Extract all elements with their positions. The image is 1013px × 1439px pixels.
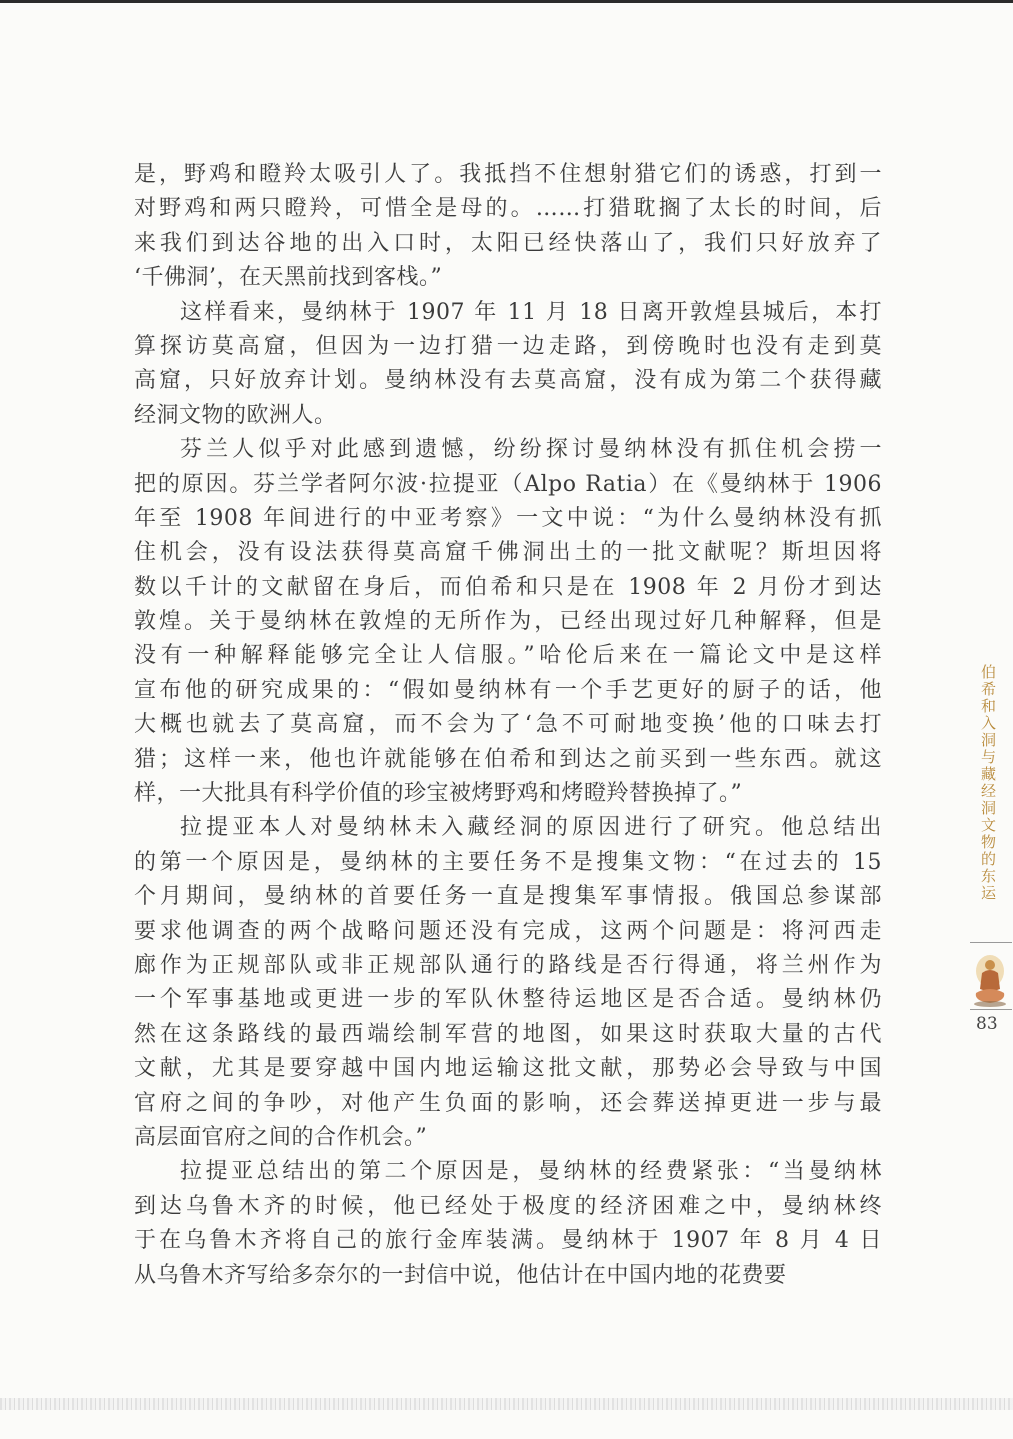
side-divider-top <box>970 942 1012 943</box>
page-number: 83 <box>976 1014 998 1034</box>
text-line: 拉提亚本人对曼纳林未入藏经洞的原因进行了研究。他总结出 <box>180 815 882 841</box>
text-line: 没有一种解释能够完全让人信服。”哈伦后来在一篇论文中是这样 <box>134 643 882 669</box>
side-divider-bottom <box>970 1009 1012 1010</box>
text-line: 猎；这样一来，他也许就能够在伯希和到达之前买到一些东西。就这 <box>134 746 882 772</box>
text-line: 要求他调查的两个战略问题还没有完成，这两个问题是：将河西走 <box>134 918 882 944</box>
text-line: 一个军事基地或更进一步的军队休整待运地区是否合适。曼纳林仍 <box>134 987 882 1013</box>
text-line: 来我们到达谷地的出入口时，太阳已经快落山了，我们只好放弃了 <box>134 230 882 256</box>
text-line: ‘千佛洞’，在天黑前找到客栈。” <box>134 265 443 291</box>
text-line: 经洞文物的欧洲人。 <box>134 402 337 428</box>
text-line: 是，野鸡和瞪羚太吸引人了。我抵挡不住想射猎它们的诱惑，打到一 <box>134 162 882 187</box>
text-line: 芬兰人似乎对此感到遗憾，纷纷探讨曼纳林没有抓住机会捞一 <box>180 437 882 463</box>
text-line: 高层面官府之间的合作机会。” <box>134 1124 428 1150</box>
text-line: 宣布他的研究成果的：“假如曼纳林有一个手艺更好的厨子的话，他 <box>134 677 882 703</box>
text-line: 拉提亚总结出的第二个原因是，曼纳林的经费紧张：“当曼纳林 <box>180 1159 882 1185</box>
text-line: 这样看来，曼纳林于 1907 年 11 月 18 日离开敦煌县城后，本打 <box>180 299 882 325</box>
text-line: 文献，尤其是要穿越中国内地运输这批文献，那势必会导致与中国 <box>134 1056 882 1082</box>
text-line: 数以千计的文献留在身后，而伯希和只是在 1908 年 2 月份才到达 <box>134 574 882 600</box>
text-line: 官府之间的争吵，对他产生负面的影响，还会葬送掉更进一步与最 <box>134 1090 882 1116</box>
running-head: 伯希和入洞与藏经洞文物的东运 <box>979 664 997 902</box>
text-line: 从乌鲁木齐写给多奈尔的一封信中说，他估计在中国内地的花费要 <box>134 1262 787 1288</box>
text-line: 住机会，没有设法获得莫高窟千佛洞出土的一批文献呢？斯坦因将 <box>134 540 882 566</box>
text-line: 年至 1908 年间进行的中亚考察》一文中说：“为什么曼纳林没有抓 <box>134 505 882 531</box>
text-line: 大概也就去了莫高窟，而不会为了‘急不可耐地变换’他的口味去打 <box>134 712 882 738</box>
text-line: 到达乌鲁木齐的时候，他已经处于极度的经济困难之中，曼纳林终 <box>134 1193 882 1219</box>
buddha-figure-icon <box>970 949 1010 1009</box>
text-line: 敦煌。关于曼纳林在敦煌的无所作为，已经出现过好几种解释，但是 <box>134 609 882 635</box>
text-line: 样，一大批具有科学价值的珍宝被烤野鸡和烤瞪羚替换掉了。” <box>134 781 743 807</box>
text-line: 廊作为正规部队或非正规部队通行的路线是否行得通，将兰州作为 <box>134 952 882 978</box>
scan-edge <box>0 1398 1013 1410</box>
text-line: 个月期间，曼纳林的首要任务一直是搜集军事情报。俄国总参谋部 <box>134 884 882 910</box>
top-rule <box>0 0 1013 3</box>
text-line: 把的原因。芬兰学者阿尔波·拉提亚（Alpo Ratia）在《曼纳林于 1906 <box>134 471 882 497</box>
text-line: 高窟，只好放弃计划。曼纳林没有去莫高窟，没有成为第二个获得藏 <box>134 368 882 394</box>
text-line: 然在这条路线的最西端绘制军营的地图，如果这时获取大量的古代 <box>134 1021 882 1047</box>
text-line: 算探访莫高窟，但因为一边打猎一边走路，到傍晚时也没有走到莫 <box>134 333 882 359</box>
text-line: 对野鸡和两只瞪羚，可惜全是母的。……打猎耽搁了太长的时间，后 <box>134 196 882 222</box>
text-line: 于在乌鲁木齐将自己的旅行金库装满。曼纳林于 1907 年 8 月 4 日 <box>134 1228 882 1254</box>
body-text <box>134 158 882 1293</box>
text-line: 的第一个原因是，曼纳林的主要任务不是搜集文物：“在过去的 15 <box>134 849 882 875</box>
